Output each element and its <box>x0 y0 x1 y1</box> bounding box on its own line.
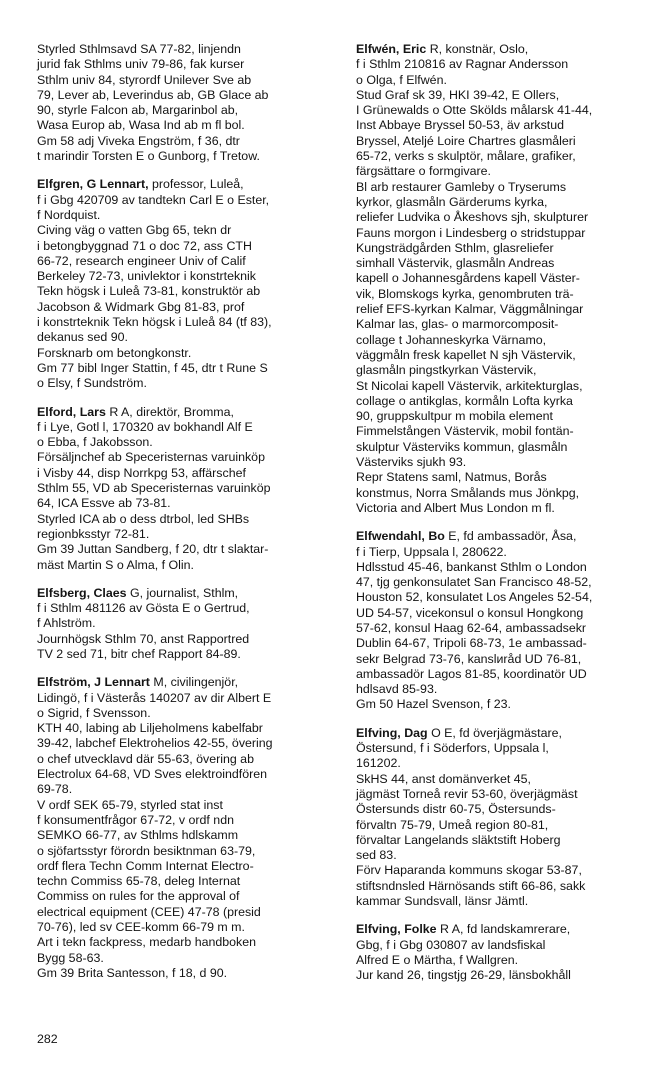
entry-text-line: Jacobson & Widmark Gbg 81-83, prof <box>37 299 245 314</box>
right-column <box>356 42 652 997</box>
entry-text-line: Gm 50 Hazel Svenson, f 23. <box>356 697 511 712</box>
entry-text-line: Berkeley 72-73, univlektor i konstrteknik <box>37 269 257 284</box>
entry-text-line: i Visby 44, disp Norrkpg 53, affärschef <box>37 465 246 480</box>
entry-text-line: SEMKO 66-77, av Sthlms hdlskamm <box>37 828 239 843</box>
entry-surname: Elfström, <box>37 675 91 690</box>
entry-text-line: f i Sthlm 481126 av Gösta E o Gertrud, <box>37 601 250 616</box>
entry-text-line: i betongbyggnad 71 o doc 72, ass CTH <box>37 238 252 253</box>
entry-heading <box>37 586 329 601</box>
entry-text-line: Västerviks sjukh 93. <box>356 455 467 470</box>
entry-text-line: 69-78. <box>37 782 73 797</box>
entry-text-line: Fimmelstången Västervik, mobil fontän- <box>356 424 574 439</box>
entry-text-line: glasmåln pingstkyrkan Västervik, <box>356 363 537 378</box>
entry-text-line: Fauns morgon i Lindesberg o stridstuppar <box>356 225 586 240</box>
entry-title: O E, fd överjägmästare, <box>427 725 562 740</box>
entry-given-names: Eric <box>402 42 427 56</box>
entry-text-line: Försäljnchef ab Speceristernas varuinköp <box>37 450 265 465</box>
entry-text-line: 90, styrle Falcon ab, Margarinbol ab, <box>37 103 239 118</box>
entry-text-line: UD 54-57, vicekonsul o konsul Hongkong <box>356 605 584 620</box>
entry-text-line: f i Tierp, Uppsala l, 280622. <box>356 544 507 559</box>
entry-given-names: Folke <box>404 922 437 937</box>
entry-text-line: Houston 52, konsulatet Los Angeles 52-54, <box>356 590 593 605</box>
entry-heading <box>356 726 652 741</box>
entry-text-line: stiftsndnsled Härnösands stift 66-86, sakk <box>356 878 586 893</box>
entry-text-line: I Grünewalds o Otte Skölds målarsk 41-44, <box>356 103 593 118</box>
entry-text-line: kammar Sundsvall, länsr Jämtl. <box>356 894 529 909</box>
entry-given-names: Bo <box>428 529 445 544</box>
entry-text-line: Bryssel, Ateljé Loire Chartres glasmåleri <box>356 133 576 148</box>
entry-text-line: Kungsträdgården Sthlm, glasreliefer <box>356 240 554 255</box>
entry-text-line: mäst Martin S o Alma, f Olin. <box>37 557 194 572</box>
biography-entry <box>37 405 329 573</box>
entry-text-line: Forsknarb om betongkonstr. <box>37 345 192 360</box>
entry-text-line: SkHS 44, anst domänverket 45, <box>356 771 531 786</box>
entry-title: M, civilingenjör, <box>149 675 239 690</box>
entry-text-line: färgsättare o formgivare. <box>356 164 491 179</box>
entry-text-line: Gm 39 Brita Santesson, f 18, d 90. <box>37 965 228 980</box>
entry-given-names: Dag <box>404 725 428 740</box>
entry-text-line: förvaltn 75-79, Umeå region 80-81, <box>356 817 549 832</box>
entry-given-names: J Lennart <box>94 675 150 690</box>
entry-text-line: collage t Johanneskyrka Värnamo, <box>356 332 547 347</box>
entry-heading <box>37 675 329 690</box>
entry-surname: Elfgren, <box>37 177 84 192</box>
entry-text-line: Östersunds distr 60-75, Östersunds- <box>356 802 556 817</box>
entry-given-names: Claes <box>93 585 127 600</box>
entry-text-line: ambassadör Lagos 81-85, koordinatör UD <box>356 666 587 681</box>
entry-text-line: f Nordquist. <box>37 207 101 222</box>
biography-entry <box>356 42 652 516</box>
biography-entry <box>356 529 652 713</box>
entry-text-line: Dublin 64-67, Tripoli 68-73, 1e ambassad- <box>356 636 587 651</box>
entry-text-line: reliefer Ludvika o Åkeshovs sjh, skulpturer <box>356 210 589 225</box>
entry-surname: Elfsberg, <box>37 585 91 600</box>
entry-text-line: Civing väg o vatten Gbg 65, tekn dr <box>37 223 232 238</box>
entry-surname: Elfving, <box>356 725 401 740</box>
entry-text-line: o Sigrid, f Svensson. <box>37 705 151 720</box>
entry-text-line: 66-72, research engineer Univ of Calif <box>37 253 246 268</box>
entry-text-line: 161202. <box>356 756 401 771</box>
entry-text-line: Gm 39 Juttan Sandberg, f 20, dtr t slaktar- <box>37 542 269 557</box>
entry-text-line: 70-76), led sv CEE-komm 66-79 m m. <box>37 920 245 935</box>
entry-text-line: f i Gbg 420709 av tandtekn Carl E o Ester, <box>37 192 270 207</box>
entry-title: R A, fd landskamrerare, <box>436 922 571 937</box>
entry-text-line: Victoria and Albert Mus London m fl. <box>356 500 555 515</box>
entry-heading <box>37 405 329 420</box>
entry-text-line: 79, Lever ab, Leverindus ab, GB Glace ab <box>37 87 269 102</box>
entry-text-line: Hdlsstud 45-46, bankanst Sthlm o London <box>356 559 587 574</box>
entry-text-line: TV 2 sed 71, bitr chef Rapport 84-89. <box>37 646 241 661</box>
entry-text-line: Bl arb restaurer Gamleby o Tryserums <box>356 179 567 194</box>
entry-text-line: Sthlm 55, VD ab Speceristernas varuinköp <box>37 481 271 496</box>
entry-text-line: Stud Graf sk 39, HKI 39-42, E Ollers, <box>356 87 560 102</box>
entry-text-line: 65-72, verks s skulptör, målare, grafiker, <box>356 149 576 164</box>
entry-text-line: i konstrteknik Tekn högsk i Luleå 84 (tf 83), <box>37 315 272 330</box>
entry-title: R, konstnär, Oslo, <box>426 42 529 56</box>
entry-text-line: 90, gruppskultpur m mobila element <box>356 409 553 424</box>
entry-text-line: vik, Blomskogs kyrka, genombruten trä- <box>356 286 574 301</box>
entry-text-line: förvaltar Langelands släktstift Hoberg <box>356 832 561 847</box>
entry-title: professor, Luleå, <box>148 177 244 192</box>
entry-text-line: Electrolux 64-68, VD Sves elektroindfören <box>37 767 268 782</box>
entry-text-line: o sjöfartsstyr förordn besiktnman 63-79, <box>37 843 256 858</box>
entry-text-line: Commiss on rules for the approval of <box>37 889 240 904</box>
entry-text-line: Repr Statens saml, Natmus, Borås <box>356 470 547 485</box>
entry-title: E, fd ambassadör, Åsa, <box>444 529 577 544</box>
entry-text-line: simhall Västervik, glasmåln Andreas <box>356 256 555 271</box>
entry-text-line: Styrled ICA ab o dess dtrbol, led SHBs <box>37 511 250 526</box>
entry-text-line: o Olga, f Elfwén. <box>356 72 447 87</box>
entry-text-line: Styrled Sthlmsavd SA 77-82, linjendn <box>37 42 241 56</box>
entry-surname: Elford, <box>37 404 77 419</box>
entry-text-line: Gm 58 adj Viveka Engström, f 36, dtr <box>37 133 240 148</box>
entry-text-line: 39-42, labchef Elektrohelios 42-55, övering <box>37 736 273 751</box>
entry-text-line: sed 83. <box>356 848 397 863</box>
entry-text-line: KTH 40, labing ab Liljeholmens kabelfabr <box>37 721 263 736</box>
entry-text-line: jurid fak Sthlms univ 79-86, fak kurser <box>37 57 245 72</box>
entry-text-line: Wasa Europ ab, Wasa Ind ab m fl bol. <box>37 118 245 133</box>
entry-text-line: techn Commiss 65-78, deleg Internat <box>37 874 241 889</box>
biography-entry <box>37 675 329 981</box>
entry-text-line: o chef utvecklavd där 55-63, övering ab <box>37 751 254 766</box>
left-column <box>37 42 329 994</box>
entry-heading <box>37 177 329 192</box>
entry-text-line: skulptur Västerviks kommun, glasmåln <box>356 439 568 454</box>
entry-text-line: Inst Abbaye Bryssel 50-53, äv arkstud <box>356 118 564 133</box>
entry-text-line: f Ahlström. <box>37 616 96 631</box>
entry-text-line: dekanus sed 90. <box>37 330 128 345</box>
entry-heading <box>356 529 652 544</box>
entry-given-names: Lars <box>79 404 106 419</box>
entry-surname: Elfwendahl, <box>356 529 425 544</box>
entry-text-line: regionbksstyr 72-81. <box>37 526 150 541</box>
entry-text-line: konstmus, Norra Smålands mus Jönkpg, <box>356 485 580 500</box>
entry-text-line: collage o antikglas, kormåln Lofta kyrka <box>356 393 573 408</box>
entry-text-line: o Ebba, f Jakobsson. <box>37 435 153 450</box>
entry-text-line: Sthlm univ 84, styrordf Unilever Sve ab <box>37 72 252 87</box>
entry-heading <box>356 922 652 937</box>
entry-given-names: G Lennart, <box>86 177 149 192</box>
biography-entry <box>37 42 329 164</box>
biography-entry <box>37 586 329 662</box>
entry-text-line: Alfred E o Märtha, f Wallgren. <box>356 952 519 967</box>
entry-text-line: o Elsy, f Sundström. <box>37 376 147 391</box>
entry-text-line: Gbg, f i Gbg 030807 av landsfiskal <box>356 937 546 952</box>
entry-text-line: St Nicolai kapell Västervik, arkitekturglas, <box>356 378 583 393</box>
entry-text-line: f konsumentfrågor 67-72, v ordf ndn <box>37 812 234 827</box>
entry-text-line: Bygg 58-63. <box>37 950 104 965</box>
entry-text-line: Tekn högsk i Luleå 73-81, konstruktör ab <box>37 284 261 299</box>
entry-text-line: sekr Belgrad 73-76, kanslиråd UD 76-81, <box>356 651 582 666</box>
entry-text-line: ordf flera Techn Comm Internat Electro- <box>37 858 254 873</box>
entry-text-line: f i Lye, Gotl l, 170320 av bokhandl Alf E <box>37 419 253 434</box>
entry-text-line: hdlsavd 85-93. <box>356 682 438 697</box>
entry-text-line: Jur kand 26, tingstjg 26-29, länsbokhåll <box>356 968 571 983</box>
biography-entry <box>356 922 652 983</box>
entry-text-line: Art i tekn fackpress, medarb handboken <box>37 935 257 950</box>
entry-text-line: väggmåln fresk kapellet N sjh Västervik, <box>356 347 576 362</box>
entry-text-line: f i Sthlm 210816 av Ragnar Andersson <box>356 57 569 72</box>
entry-text-line: 57-62, konsul Haag 62-64, ambassadsekr <box>356 620 587 635</box>
entry-text-line: Förv Haparanda kommuns skogar 53-87, <box>356 863 582 878</box>
entry-text-line: electrical equipment (CEE) 47-78 (presid <box>37 904 261 919</box>
entry-text-line: kyrkor, glasmåln Gärderums kyrka, <box>356 194 548 209</box>
entry-text-line: t marindir Torsten E o Gunborg, f Tretow. <box>37 149 260 164</box>
entry-text-line: Gm 77 bibl Inger Stattin, f 45, dtr t Rune S <box>37 360 268 375</box>
entry-text-line: jägmäst Torneå revir 53-60, överjägmäst <box>356 786 578 801</box>
entry-surname: Elfwén, <box>356 42 400 56</box>
biography-entry <box>356 726 652 910</box>
entry-text-line: Journhögsk Sthlm 70, anst Rapportred <box>37 631 250 646</box>
entry-text-line: kapell o Johannesgårdens kapell Väster- <box>356 271 580 286</box>
entry-text-line: 47, tjg genkonsulatet San Francisco 48-52, <box>356 575 592 590</box>
entry-text-line: 64, ICA Essve ab 73-81. <box>37 496 171 511</box>
entry-text-line: relief EFS-kyrkan Kalmar, Väggmålningar <box>356 302 584 317</box>
entry-title: G, journalist, Sthlm, <box>126 585 239 600</box>
entry-surname: Elfving, <box>356 922 401 937</box>
entry-text-line: V ordf SEK 65-79, styrled stat inst <box>37 797 223 812</box>
entry-text-line: Kalmar las, glas- o marmorcomposit- <box>356 317 559 332</box>
entry-text-line: Östersund, f i Söderfors, Uppsala l, <box>356 741 549 756</box>
page-number: 282 <box>37 1032 58 1046</box>
entry-title: R A, direktör, Bromma, <box>105 404 234 419</box>
biography-entry <box>37 177 329 391</box>
entry-text-line: Lidingö, f i Västerås 140207 av dir Albert E <box>37 690 272 705</box>
entry-heading <box>356 42 652 57</box>
